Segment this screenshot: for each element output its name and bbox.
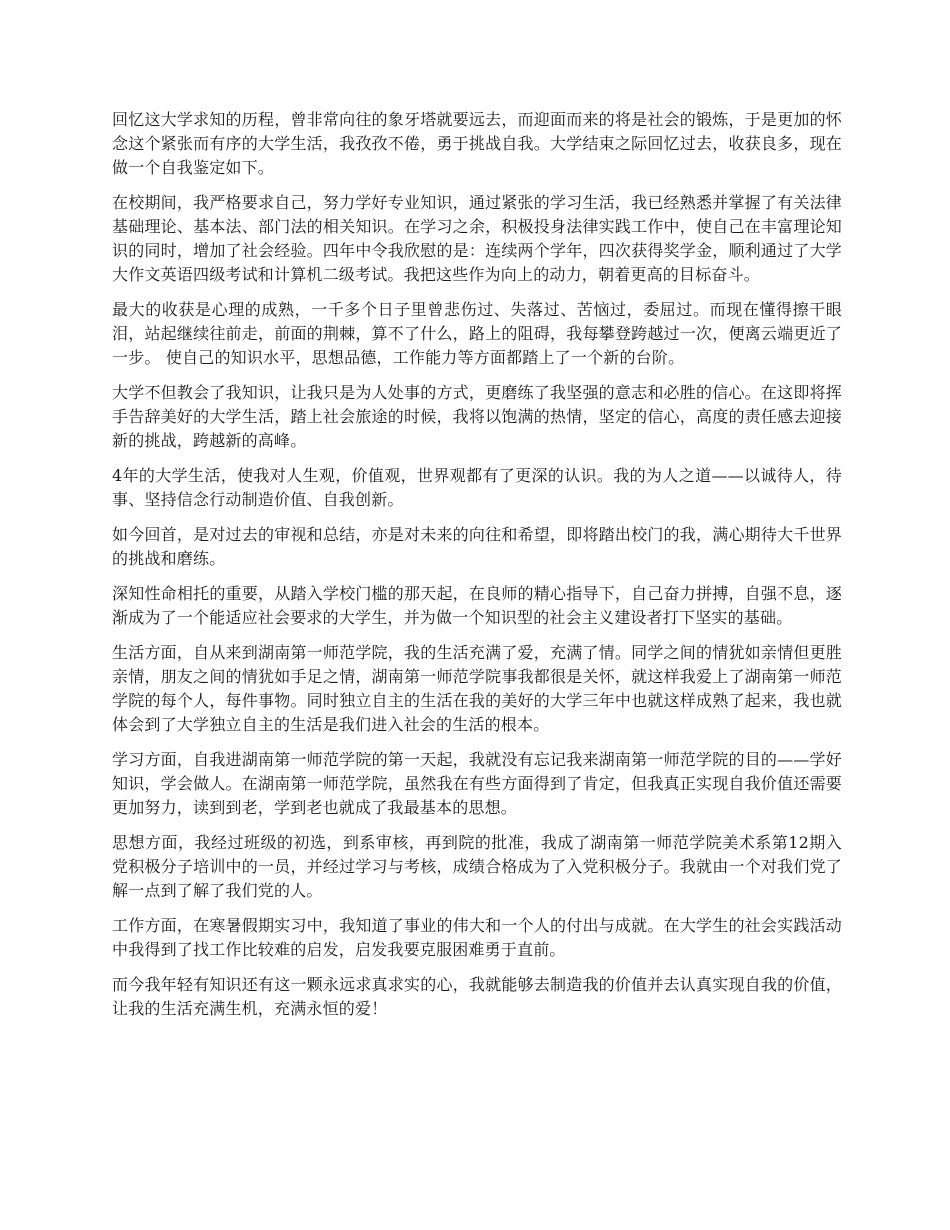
paragraph-10: 思想方面，我经过班级的初选，到系审核，再到院的批准，我成了湖南第一师范学院美术系第12期入党积极分子培训中的一员，并经过学习与考核，成绩合格成为了入党积极分子。我就由一个对我们党了解一点到了解了我们党的人。 xyxy=(112,833,842,900)
paragraph-6: 如今回首，是对过去的审视和总结，亦是对未来的向往和希望，即将踏出校门的我，满心期待大千世界的挑战和磨练。 xyxy=(112,525,842,568)
paragraph-8: 生活方面，自从来到湖南第一师范学院，我的生活充满了爱，充满了情。同学之间的情犹如亲情但更胜亲情，朋友之间的情犹如手足之情，湖南第一师范学院事我都很是关怀，就这样我爱上了湖南第一师范学院的每个人，每件事物。同时独立自主的生活在我的美好的大学三年中也就这样成熟了起来，我也就体会到了大学独立自主的生活是我们进入社会的生活的根本。 xyxy=(112,643,842,734)
document-body xyxy=(112,108,842,1032)
paragraph-4: 大学不但教会了我知识，让我只是为人处事的方式，更磨练了我坚强的意志和必胜的信心。在这即将挥手告辞美好的大学生活，踏上社会旅途的时候，我将以饱满的热情，坚定的信心，高度的责任感去迎接新的挑战，跨越新的高峰。 xyxy=(112,383,842,450)
paragraph-9: 学习方面，自我进湖南第一师范学院的第一天起，我就没有忘记我来湖南第一师范学院的目的——学好知识，学会做人。在湖南第一师范学院，虽然我在有些方面得到了肯定，但我真正实现自我价值还需要更加努力，读到到老，学到老也就成了我最基本的思想。 xyxy=(112,750,842,817)
paragraph-2: 在校期间，我严格要求自己，努力学好专业知识，通过紧张的学习生活，我已经熟悉并掌握了有关法律基础理论、基本法、部门法的相关知识。在学习之余，积极投身法律实践工作中，使自己在丰富理论知识的同时，增加了社会经验。四年中令我欣慰的是：连续两个学年，四次获得奖学金，顺利通过了大学大作文英语四级考试和计算机二级考试。我把这些作为向上的动力，朝着更高的目标奋斗。 xyxy=(112,193,842,284)
paragraph-3: 最大的收获是心理的成熟，一千多个日子里曾悲伤过、失落过、苦恼过，委屈过。而现在懂得擦干眼泪，站起继续往前走，前面的荆棘，算不了什么，路上的阻碍，我每攀登跨越过一次，便离云端更近了一步。 使自己的知识水平，思想品德，工作能力等方面都踏上了一个新的台阶。 xyxy=(112,300,842,367)
paragraph-7: 深知性命相托的重要，从踏入学校门槛的那天起，在良师的精心指导下，自己奋力拼搏，自强不息，逐渐成为了一个能适应社会要求的大学生，并为做一个知识型的社会主义建设者打下坚实的基础。 xyxy=(112,584,842,627)
paragraph-11: 工作方面，在寒暑假期实习中，我知道了事业的伟大和一个人的付出与成就。在大学生的社会实践活动中我得到了找工作比较难的启发，启发我要克服困难勇于直前。 xyxy=(112,916,842,959)
paragraph-5: 4年的大学生活，使我对人生观，价值观，世界观都有了更深的认识。我的为人之道——以诚待人，待事、坚持信念行动制造价值、自我创新。 xyxy=(112,466,842,509)
paragraph-12: 而今我年轻有知识还有这一颗永远求真求实的心，我就能够去制造我的价值并去认真实现自我的价值，让我的生活充满生机，充满永恒的爱！ xyxy=(112,975,842,1018)
paragraph-1: 回忆这大学求知的历程，曾非常向往的象牙塔就要远去，而迎面而来的将是社会的锻炼，于是更加的怀念这个紧张而有序的大学生活，我孜孜不倦，勇于挑战自我。大学结束之际回忆过去，收获良多，现在做一个自我鉴定如下。 xyxy=(112,110,842,177)
